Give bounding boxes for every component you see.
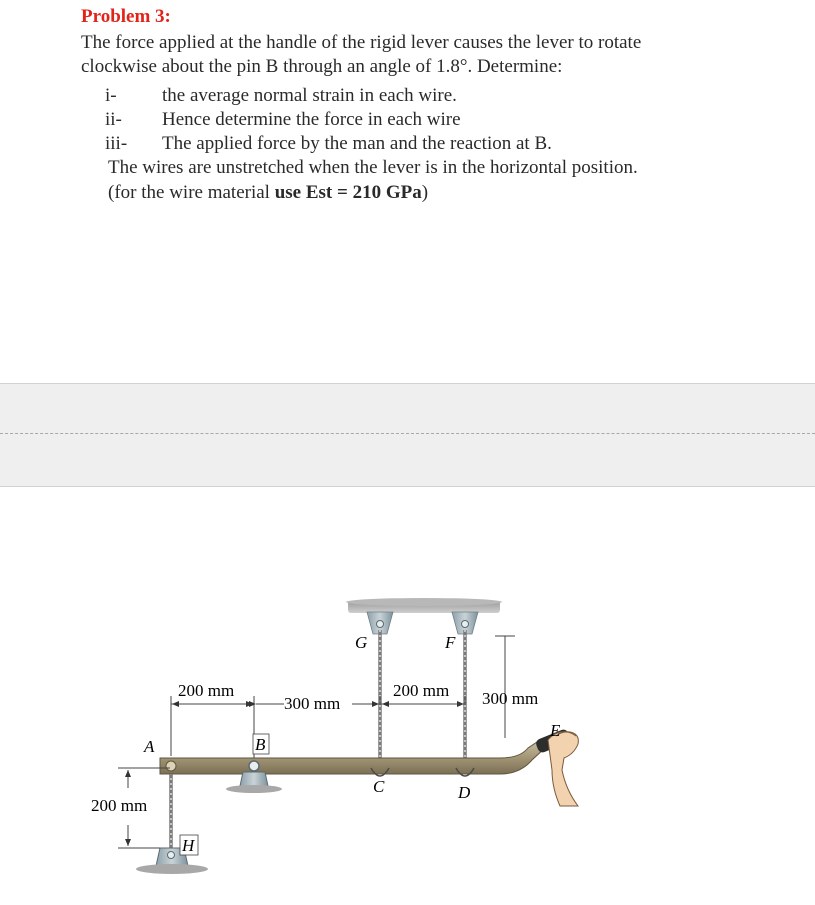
- list-item-text: The applied force by the man and the reaction at B.: [162, 133, 552, 154]
- problem-statement-line-1: The force applied at the handle of the rigid lever causes the lever to rotate: [81, 32, 642, 53]
- label-a: A: [144, 737, 155, 756]
- dim-bc: 300 mm: [284, 694, 341, 713]
- dim-cd: 200 mm: [393, 681, 450, 700]
- rigid-lever: [160, 740, 545, 776]
- list-item-number: i-: [105, 85, 117, 106]
- unstretched-note: The wires are unstretched when the lever is in the horizontal position.: [108, 157, 638, 178]
- ceiling-support: [346, 598, 502, 613]
- label-d: D: [458, 783, 471, 802]
- list-item-text: Hence determine the force in each wire: [162, 109, 461, 130]
- material-note-prefix: (for the wire material: [108, 182, 275, 203]
- list-item-number: iii-: [105, 133, 128, 154]
- label-b: B: [255, 735, 266, 754]
- material-note-suffix: ): [421, 182, 429, 203]
- list-item-number: ii-: [105, 109, 122, 130]
- dim-ah: 200 mm: [91, 796, 148, 815]
- problem-statement-line-2: clockwise about the pin B through an angle of 1.8°. Determine:: [81, 56, 563, 77]
- label-c: C: [373, 777, 385, 796]
- material-note-modulus: use Est = 210 GPa: [274, 182, 422, 203]
- dim-de: 300 mm: [482, 689, 539, 708]
- label-g: G: [355, 633, 368, 652]
- dim-ab: 200 mm: [178, 681, 235, 700]
- list-item-text: the average normal strain in each wire.: [162, 85, 457, 106]
- problem-title: Problem 3:: [81, 6, 171, 27]
- label-f: F: [445, 633, 456, 652]
- label-e: E: [550, 721, 561, 740]
- dimension-lines: [118, 636, 515, 848]
- label-h: H: [182, 836, 195, 855]
